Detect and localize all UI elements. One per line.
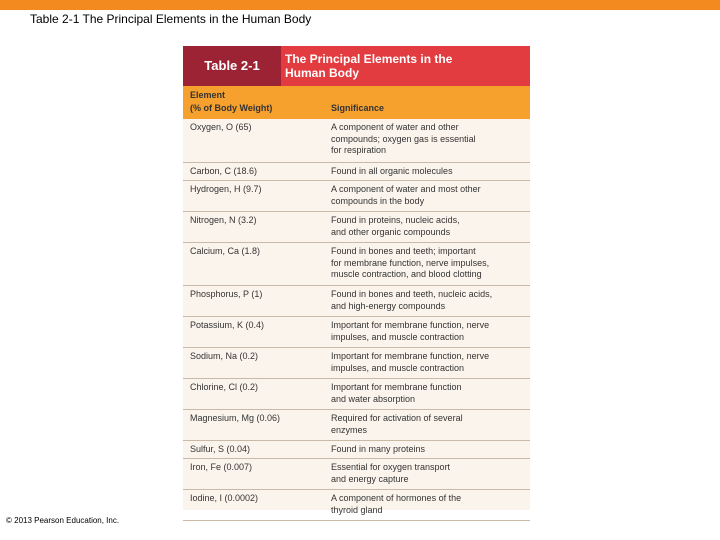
significance-cell: Required for activation of several enzymes <box>331 413 463 435</box>
significance-cell: Found in proteins, nucleic acids, and other organic compounds <box>331 215 460 237</box>
element-cell: Magnesium, Mg (0.06) <box>190 413 281 423</box>
significance-cell: Found in all organic molecules <box>331 166 453 176</box>
column-headers <box>183 86 530 119</box>
significance-cell: A component of water and other compounds; oxygen gas is essential for respiration <box>331 122 476 155</box>
element-cell: Nitrogen, N (3.2) <box>190 215 257 225</box>
table-row <box>183 317 530 348</box>
top-accent-bar <box>0 0 720 10</box>
element-cell: Chlorine, Cl (0.2) <box>190 382 259 392</box>
significance-cell: Essential for oxygen transport and energy capture <box>331 462 451 484</box>
element-cell: Iodine, I (0.0002) <box>190 493 259 503</box>
significance-cell: A component of hormones of the thyroid gland <box>331 493 462 515</box>
copyright-notice: © 2013 Pearson Education, Inc. <box>6 516 120 525</box>
table-body <box>183 119 530 521</box>
table-row <box>183 243 530 286</box>
table-row <box>183 459 530 490</box>
table-row <box>183 212 530 243</box>
elements-table <box>183 46 530 515</box>
column-header-element-line2: (% of Body Weight) <box>190 103 273 113</box>
column-header-element <box>190 89 272 115</box>
significance-cell: Important for membrane function and water absorption <box>331 382 462 404</box>
significance-cell: A component of water and most other compounds in the body <box>331 184 481 206</box>
significance-cell: Found in many proteins <box>331 444 426 454</box>
element-cell: Oxygen, O (65) <box>190 122 252 132</box>
significance-cell: Found in bones and teeth, nucleic acids, and high-energy compounds <box>331 289 493 311</box>
table-row <box>183 119 530 163</box>
table-row <box>183 490 530 521</box>
element-cell: Calcium, Ca (1.8) <box>190 246 261 256</box>
element-cell: Phosphorus, P (1) <box>190 289 263 299</box>
table-row <box>183 163 530 181</box>
element-cell: Carbon, C (18.6) <box>190 166 258 176</box>
slide-title: Table 2-1 The Principal Elements in the Human Body <box>30 12 312 26</box>
significance-cell: Important for membrane function, nerve impulses, and muscle contraction <box>331 320 490 342</box>
table-number-label: Table 2-1 <box>183 46 281 86</box>
significance-cell: Found in bones and teeth; important for membrane function, nerve impulses, muscle contraction, and blood clotting <box>331 246 490 279</box>
column-header-significance: Significance <box>331 103 385 113</box>
element-cell: Iron, Fe (0.007) <box>190 462 253 472</box>
table-title: The Principal Elements in the Human Body <box>285 52 453 80</box>
element-cell: Hydrogen, H (9.7) <box>190 184 262 194</box>
element-cell: Sodium, Na (0.2) <box>190 351 259 361</box>
table-row <box>183 286 530 317</box>
table-row <box>183 410 530 441</box>
table-header <box>183 46 530 86</box>
table-row <box>183 348 530 379</box>
column-header-element-line1: Element <box>190 90 226 100</box>
element-cell: Sulfur, S (0.04) <box>190 444 251 454</box>
table-row <box>183 441 530 459</box>
element-cell: Potassium, K (0.4) <box>190 320 265 330</box>
significance-cell: Important for membrane function, nerve impulses, and muscle contraction <box>331 351 490 373</box>
table-row <box>183 181 530 212</box>
table-row <box>183 379 530 410</box>
